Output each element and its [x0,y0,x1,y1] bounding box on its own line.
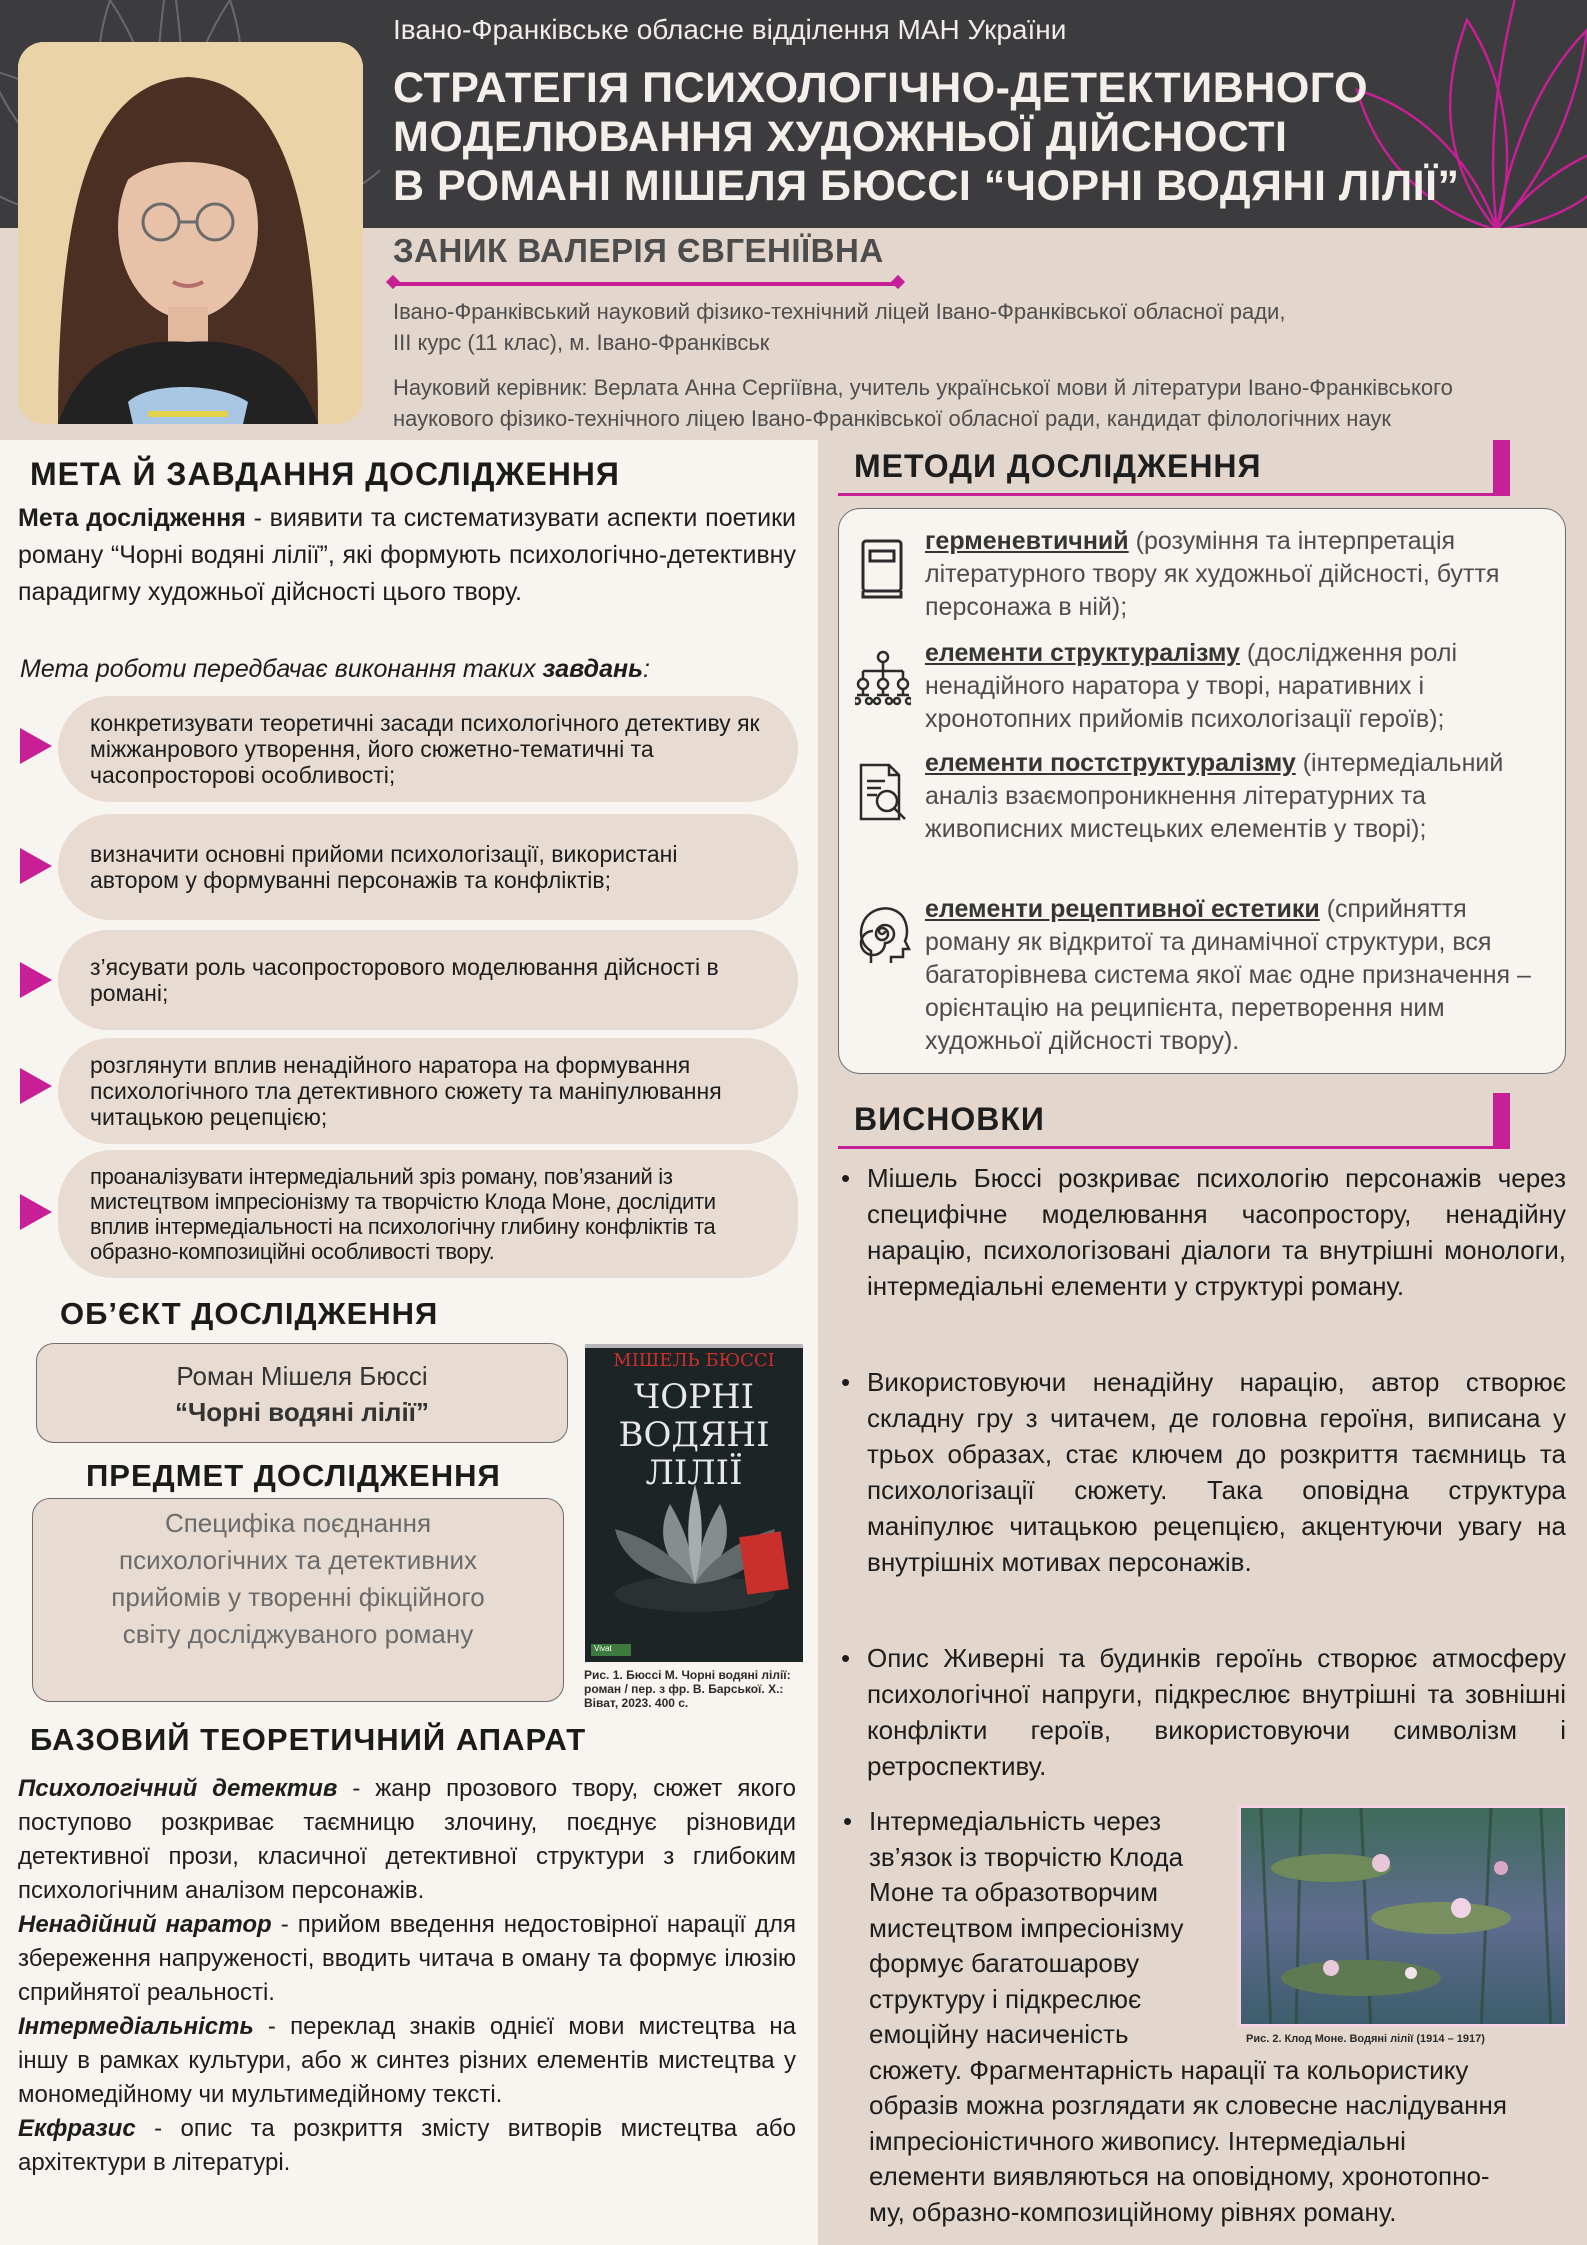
conclusion-line: Інтермедіальність через [869,1806,1162,1836]
conclusion-line: елементи виявляються на оповідному, хронотопно- [869,2161,1490,2191]
tasks-intro-text: Мета роботи передбачає виконання таких [20,655,543,683]
theory-item [18,2010,796,2112]
heading-accent-bar [1493,440,1510,496]
conclusion-line: емоційну насиченість [869,2019,1129,2049]
goal-text: - виявити та систематизувати аспекти поетики роману “Чорні водяні лілії”, які формують психологічно-детективну парадигму художньої дійсності цього твору. [18,504,796,606]
method-item [925,747,1550,846]
book-cover [585,1344,803,1662]
method-item [925,525,1550,624]
book-title-line: ЛІЛІЇ [645,1453,743,1493]
task-item: визначити основні прийоми психологізації, використані автором у формуванні персонажів та конфліктів; [58,814,798,920]
subject-box [32,1498,564,1702]
methods-box [838,508,1566,1074]
heading-accent-bar [1493,1093,1510,1149]
method-text: (розуміння та інтерпретація літературного твору як художньої дійсності, буття персонажа в ній); [925,527,1500,621]
theory-term: Інтермедіальність [18,2013,254,2040]
bullet-icon: • [841,1367,851,1397]
school-info [393,296,1573,358]
subject-heading: ПРЕДМЕТ ДОСЛІДЖЕННЯ [86,1458,501,1493]
theory-text: - прийом введення недостовірної нарації для збереження напруженості, вводить читача в оману та формує ілюзію сприйнятої реальності. [18,1911,797,2006]
theory-text: - переклад знаків однієї мови мистецтва на іншу в рамках культури, або ж синтез різних елементів мистецтва у мономедійному чи мультимедійному тексті. [18,2013,796,2108]
task-item: з’ясувати роль часопросторового моделювання дійсності в романі; [58,930,798,1030]
tasks-word: завдань [542,655,643,683]
conclusion-line: Моне та образотворчим [869,1877,1158,1907]
goal-term: Мета дослідження [18,504,246,532]
method-term: елементи рецептивної естетики [925,895,1320,923]
method-text: (дослідження ролі ненадійного наратора у творі, наративних і хронотопних прийомів психологізації героїв); [925,639,1458,733]
book-title [585,1378,803,1492]
conclusions-heading: ВИСНОВКИ [838,1093,1508,1149]
book-title-line: ЧОРНІ [633,1377,755,1417]
poster-title [393,64,1543,211]
water-lilies-image [1241,1808,1568,2027]
task-arrow-icon [20,1068,52,1104]
subject-line: Специфіка поєднання [164,1508,432,1538]
book-caption: Рис. 1. Бюссі М. Чорні водяні лілії: роман / пер. з фр. В. Барської. Х.: Віват, 2023. 400 с. [584,1668,791,1710]
subject-line: психологічних та детективних [119,1545,477,1575]
conclusion-text: Мішель Бюссі розкриває психологію персонажів через специфічне моделювання часопростору, ненадійну нарацію, психологізовані діалоги та внутрішні монологи, інтермедіальні елементи у структурі роману. [867,1163,1566,1301]
task-item: проаналізувати інтермедіальний зріз роману, пов’язаний із мистецтвом імпресіонізму та творчістю Клода Моне, дослідити вплив інтермедіальності на психологічну глибину конфліктів та образно-композиційні особливості твору. [58,1150,798,1278]
method-term: елементи структуралізму [925,639,1240,667]
task-item: розглянути вплив ненадійного наратора на формування психологічного тла детективного сюжету та маніпулювання читацькою рецепцією; [58,1038,798,1144]
method-term: елементи постструктуралізму [925,749,1296,777]
title-line: В РОМАНІ МІШЕЛЯ БЮССІ “ЧОРНІ ВОДЯНІ ЛІЛІЇ” [393,162,1460,210]
head-spiral-icon [855,901,911,965]
conclusion-text: Опис Живерні та будинків героїнь створює атмосферу психологічної напруги, підкреслює внутрішні та зовнішні конфлікти героїв, використовуючи символізм і ретроспективу. [867,1643,1566,1781]
conclusion-line: формує багатошарову [869,1948,1140,1978]
methods-heading: МЕТОДИ ДОСЛІДЖЕННЯ [838,440,1508,496]
supervisor-info [393,372,1583,434]
supervisor-line: наукового фізико-технічного ліцею Івано-Франківської обласної ради, кандидат філологічних наук [393,406,1392,431]
goal-paragraph [18,500,796,611]
conclusion-line: імпресіоністичного живопису. Інтермедіальні [869,2125,1406,2156]
conclusion-line: структуру і підкреслює [869,1983,1142,2014]
school-line: Івано-Франківський науковий фізико-технічний ліцей Івано-Франківської обласної ради, [393,299,1286,324]
conclusion-line: зв’язок із творчістю Клода [869,1841,1184,1872]
title-line: СТРАТЕГІЯ ПСИХОЛОГІЧНО-ДЕТЕКТИВНОГО [393,64,1369,112]
theory-term: Ненадійний наратор [18,1911,272,1938]
method-item [925,637,1550,736]
object-heading: ОБ’ЄКТ ДОСЛІДЖЕННЯ [60,1296,439,1331]
document-search-icon [855,761,911,825]
goal-heading: МЕТА Й ЗАВДАННЯ ДОСЛІДЖЕННЯ [30,456,620,492]
method-text: (інтермедіальний аналіз взаємопроникнення літературних та живописних мистецьких елементів у творі); [925,749,1504,843]
object-box [36,1343,568,1443]
task-arrow-icon [20,728,52,764]
theory-item [18,1772,796,1908]
conclusion-item [841,1640,1566,1784]
task-arrow-icon [20,848,52,884]
conclusion-line: образів можна розглядати як словесне наслідування [869,2090,1507,2120]
theory-item [18,2112,796,2180]
organization-name: Івано-Франківське обласне відділення МАН України [393,14,1067,45]
theory-body [18,1772,796,2180]
title-line: МОДЕЛЮВАННЯ ХУДОЖНЬОЇ ДІЙСНОСТІ [393,113,1288,161]
hierarchy-icon [855,649,911,713]
method-term: герменевтичний [925,527,1129,555]
supervisor-line: Науковий керівник: Верлата Анна Сергіївна, учитель української мови й літератури Івано-Франківського [393,375,1453,400]
task-arrow-icon [20,1194,52,1230]
bullet-icon: • [841,1643,851,1673]
book-title-line: ВОДЯНІ [618,1415,770,1455]
theory-item [18,1908,796,2010]
book-publisher-logo: Vivat [594,1644,612,1653]
object-line: Роман Мішеля Бюссі [176,1361,428,1391]
subject-line: світу досліджуваного роману [122,1619,474,1649]
school-line: ІІІ курс (11 клас), м. Івано-Франківськ [393,330,770,355]
author-underline [393,282,898,286]
author-photo [18,42,363,424]
conclusion-item [841,1160,1566,1304]
theory-term: Психологічний детектив [18,1775,338,1802]
task-item: конкретизувати теоретичні засади психологічного детективу як міжжанрового утворення, його сюжетно-тематичні та часопросторові особливості; [58,696,798,802]
theory-text: - жанр прозового твору, сюжет якого поступово розкриває таємницю злочину, поєднує різновиди детективної прози, класичної детективної структури з глибоким психологічним аналізом персонажів. [18,1775,797,1904]
portrait-image [18,42,363,424]
tasks-colon: : [642,655,650,683]
conclusion-line: сюжету. Фрагментарність нарації та кольористику [869,2054,1469,2085]
method-text: (сприйняття роману як відкритої та динамічної структури, вся багаторівнева система якої має одне призначення – орієнтацію на реципієнта, перетворення ним художньої дійсності твору). [925,895,1531,1055]
author-name: ЗАНИК ВАЛЕРІЯ ЄВГЕНІЇВНА [393,232,884,269]
tasks-intro [20,651,798,688]
task-arrow-icon [20,962,52,998]
subject-line: прийомів у творенні фікційного [111,1582,485,1612]
conclusion-line: мистецтвом імпресіонізму [869,1912,1184,1943]
bullet-icon: • [843,1806,853,1836]
poster-header [0,0,1587,440]
theory-heading: БАЗОВИЙ ТЕОРЕТИЧНИЙ АПАРАТ [30,1722,587,1757]
bullet-icon: • [841,1163,851,1193]
theory-term: Екфразис [18,2115,136,2142]
theory-text: - опис та розкриття змісту витворів мистецтва або архітектури в літературі. [18,2115,796,2176]
conclusion-item [841,1364,1566,1580]
book-icon [855,537,911,601]
monet-painting [1238,1805,1568,2027]
book-author: МІШЕЛЬ БЮССІ [613,1350,775,1371]
method-item [925,893,1550,1058]
conclusion-line: му, образно-композиційному рівнях роману. [869,2196,1397,2227]
object-title: “Чорні водяні лілії” [175,1397,429,1427]
conclusion-text: Використовуючи ненадійну нарацію, автор створює складну гру з читачем, де головна героїня, виписана у трьох образах, стає ключем до розкриття таємниць та психологізації сюжету. Така оповідна структура маніпулює читацькою рецепцією, акцентуючи увагу на внутрішніх мотивах персонажів. [867,1367,1566,1577]
painting-caption: Рис. 2. Клод Моне. Водяні лілії (1914 – 1917) [1246,2033,1485,2045]
